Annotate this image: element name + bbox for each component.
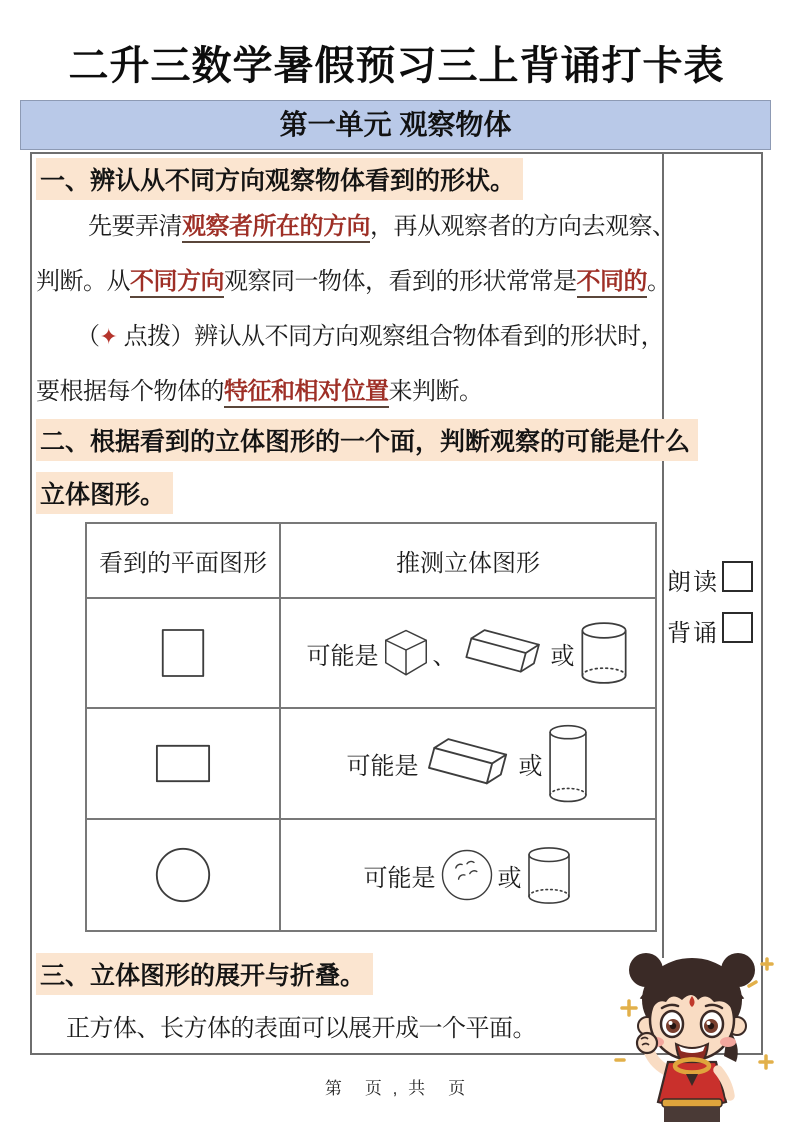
recite-checkbox[interactable] bbox=[722, 612, 753, 643]
line2-red-phrase-1: 不同方向 bbox=[130, 268, 224, 298]
tip-line2-post: 来判断。 bbox=[388, 378, 483, 405]
circle-shape bbox=[154, 846, 212, 904]
table-row-circle bbox=[86, 819, 656, 931]
circle-shape-cell bbox=[86, 819, 280, 931]
table-row-square bbox=[86, 598, 656, 708]
line2-pre: 判断。从 bbox=[36, 268, 130, 295]
rectangle-shape-cell bbox=[86, 708, 280, 819]
recite-label: 背诵 bbox=[667, 620, 719, 647]
circle-solids-cell bbox=[280, 819, 656, 931]
square-shape bbox=[160, 627, 206, 679]
section1-heading bbox=[36, 158, 523, 200]
section3-heading bbox=[36, 953, 373, 995]
mascot-girl-illustration bbox=[606, 944, 782, 1122]
read-aloud-checkbox[interactable] bbox=[722, 561, 753, 592]
row1-separator-1: 、 bbox=[432, 642, 457, 670]
line2-mid: 观察同一物体，看到的形状常常是 bbox=[224, 268, 577, 295]
section2-heading-line2-text: 立体图形。 bbox=[36, 472, 173, 514]
observation-table bbox=[85, 522, 657, 932]
section1-tip-line1 bbox=[36, 316, 664, 351]
section1-line1 bbox=[36, 206, 676, 241]
cube-solid bbox=[382, 625, 430, 681]
cylinder-solid bbox=[578, 620, 630, 686]
square-solids-cell bbox=[280, 598, 656, 708]
cuboid-solid bbox=[422, 735, 516, 793]
row1-separator-2: 或 bbox=[550, 642, 575, 670]
page-number-footer: 第 页 , 共 页 bbox=[324, 1079, 469, 1098]
tip-open-paren: （ bbox=[76, 323, 100, 350]
rectangle-solids-cell bbox=[280, 708, 656, 819]
line1-post: ，再从观察者的方向去观察、 bbox=[370, 213, 676, 240]
square-shape-cell bbox=[86, 598, 280, 708]
section2-heading-line1-text: 二、根据看到的立体图形的一个面，判断观察的可能是什么 bbox=[36, 419, 698, 461]
line1-pre: 先要弄清 bbox=[88, 213, 182, 240]
col1-header: 看到的平面图形 bbox=[86, 523, 280, 598]
tip-rest: 点拨）辨认从不同方向观察组合物体看到的形状时， bbox=[117, 323, 665, 350]
tip-line2-red-phrase: 特征和相对位置 bbox=[224, 378, 389, 408]
cylinder-solid bbox=[525, 845, 573, 906]
line2-post: 。 bbox=[647, 268, 671, 295]
section2-heading-line2 bbox=[36, 472, 173, 514]
section2-heading-line1 bbox=[36, 419, 698, 461]
line1-red-phrase: 观察者所在的方向 bbox=[182, 213, 370, 243]
section1-tip-line2 bbox=[36, 371, 483, 406]
section3-body: 正方体、长方体的表面可以展开成一个平面。 bbox=[66, 1015, 536, 1042]
read-aloud-label: 朗读 bbox=[667, 569, 719, 596]
tall-cylinder-solid bbox=[546, 722, 590, 806]
row3-separator: 或 bbox=[497, 864, 522, 892]
row3-prefix: 可能是 bbox=[363, 864, 436, 892]
table-row-rectangle bbox=[86, 708, 656, 819]
tip-line2-pre: 要根据每个物体的 bbox=[36, 378, 224, 405]
sphere-solid bbox=[439, 847, 495, 903]
row1-prefix: 可能是 bbox=[306, 642, 379, 670]
line2-red-phrase-2: 不同的 bbox=[577, 268, 648, 298]
col2-header: 推测立体图形 bbox=[280, 523, 656, 598]
sparkle-icon: ✦ bbox=[99, 324, 118, 349]
row2-prefix: 可能是 bbox=[346, 753, 419, 780]
page-title: 二升三数学暑假预习三上背诵打卡表 bbox=[68, 42, 725, 89]
table-header-row bbox=[86, 523, 656, 598]
rectangle-shape bbox=[154, 743, 212, 784]
unit-header-banner: 第一单元 观察物体 bbox=[20, 100, 771, 150]
section1-line2 bbox=[36, 261, 671, 296]
section1-heading-text: 一、辨认从不同方向观察物体看到的形状。 bbox=[36, 158, 523, 200]
row2-separator: 或 bbox=[518, 753, 543, 780]
cuboid-solid bbox=[460, 626, 548, 681]
section3-heading-text: 三、立体图形的展开与折叠。 bbox=[36, 953, 373, 995]
